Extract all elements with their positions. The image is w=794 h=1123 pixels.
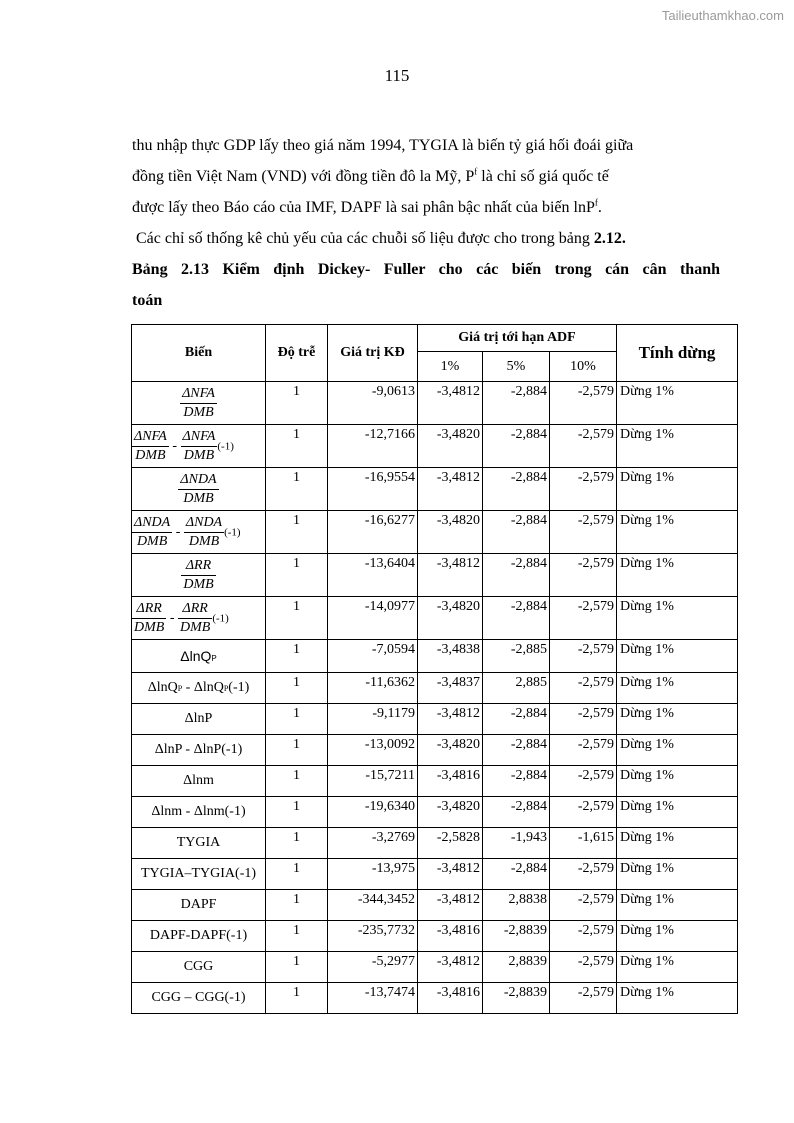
- table-row: [132, 921, 738, 952]
- stat-cell: -15,7211: [328, 766, 418, 797]
- stat-cell: -5,2977: [328, 952, 418, 983]
- stat-cell: -344,3452: [328, 890, 418, 921]
- crit10-cell: -2,579: [550, 766, 617, 797]
- crit1-cell: -3,4812: [418, 952, 483, 983]
- var-delta-rr: $\frac{\text{ΔRR}}{\text{DMB}}$: [132, 554, 266, 597]
- lag-cell: 1: [266, 983, 328, 1014]
- table-row: [132, 952, 738, 983]
- result-cell: Dừng 1%: [617, 735, 738, 766]
- stat-cell: -3,2769: [328, 828, 418, 859]
- crit1-cell: -3,4820: [418, 735, 483, 766]
- lag-cell: 1: [266, 511, 328, 554]
- lag-cell: 1: [266, 890, 328, 921]
- header-stat: Giá trị KĐ: [328, 325, 418, 382]
- var-lnm: Δlnm: [132, 766, 266, 797]
- stat-cell: -12,7166: [328, 425, 418, 468]
- lag-cell: 1: [266, 828, 328, 859]
- adf-table: [131, 324, 738, 1014]
- paragraph-line: Các chỉ số thống kê chủ yếu của các chuỗi số liệu được cho trong bảng 2.12.: [136, 230, 626, 247]
- table-caption: Bảng 2.13 Kiểm định Dickey- Fuller cho các biến trong cán cân thanh: [132, 261, 720, 278]
- crit5-cell: -2,8839: [483, 983, 550, 1014]
- stat-cell: -9,0613: [328, 382, 418, 425]
- table-row: [132, 640, 738, 673]
- result-cell: Dừng 1%: [617, 597, 738, 640]
- result-cell: Dừng 1%: [617, 983, 738, 1014]
- result-cell: Dừng 1%: [617, 382, 738, 425]
- crit5-cell: -2,884: [483, 511, 550, 554]
- result-cell: Dừng 1%: [617, 859, 738, 890]
- table-row: [132, 797, 738, 828]
- crit10-cell: -2,579: [550, 735, 617, 766]
- stat-cell: -14,0977: [328, 597, 418, 640]
- crit10-cell: -2,579: [550, 382, 617, 425]
- var-lnqp: ΔlnQP: [132, 640, 266, 673]
- var-delta-nda-diff: $\frac{\text{ΔNDA}}{\text{DMB}}$ - $\frac{\text{ΔNDA}}{\text{DMB}}$ (-1): [132, 511, 266, 554]
- stat-cell: -16,9554: [328, 468, 418, 511]
- crit10-cell: -2,579: [550, 597, 617, 640]
- crit10-cell: -2,579: [550, 425, 617, 468]
- crit10-cell: -2,579: [550, 673, 617, 704]
- crit5-cell: 2,8839: [483, 952, 550, 983]
- var-delta-nda: $\frac{\text{ΔNDA}}{\text{DMB}}$: [132, 468, 266, 511]
- crit5-cell: 2,885: [483, 673, 550, 704]
- var-dapf-diff: DAPF-DAPF(-1): [132, 921, 266, 952]
- stat-cell: -19,6340: [328, 797, 418, 828]
- lag-cell: 1: [266, 468, 328, 511]
- crit5-cell: 2,8838: [483, 890, 550, 921]
- body-text: [132, 130, 720, 316]
- table-row: [132, 673, 738, 704]
- result-cell: Dừng 1%: [617, 890, 738, 921]
- result-cell: Dừng 1%: [617, 828, 738, 859]
- var-lnqp-diff: ΔlnQP - ΔlnQP(-1): [132, 673, 266, 704]
- crit1-cell: -3,4820: [418, 597, 483, 640]
- table-row: [132, 983, 738, 1014]
- crit5-cell: -2,884: [483, 597, 550, 640]
- paragraph-line: được lấy theo Báo cáo của IMF, DAPF là sai phân bậc nhất của biến lnP$^f$.: [132, 197, 602, 216]
- result-cell: Dừng 1%: [617, 704, 738, 735]
- header-10pct: 10%: [550, 352, 617, 382]
- crit1-cell: -3,4820: [418, 425, 483, 468]
- watermark: Tailieuthamkhao.com: [661, 8, 784, 23]
- lag-cell: 1: [266, 704, 328, 735]
- crit1-cell: -3,4838: [418, 640, 483, 673]
- lag-cell: 1: [266, 597, 328, 640]
- table-row: [132, 859, 738, 890]
- table-row: [132, 704, 738, 735]
- paragraph-line: đồng tiền Việt Nam (VND) với đồng tiền đô la Mỹ, $P^f$ là chỉ số giá quốc tế: [132, 166, 609, 185]
- table-row: [132, 890, 738, 921]
- var-lnm-diff: Δlnm - Δlnm(-1): [132, 797, 266, 828]
- crit10-cell: -2,579: [550, 983, 617, 1014]
- lag-cell: 1: [266, 797, 328, 828]
- stat-cell: -11,6362: [328, 673, 418, 704]
- crit5-cell: -2,884: [483, 766, 550, 797]
- var-lnp: ΔlnP: [132, 704, 266, 735]
- var-tygia-diff: TYGIA–TYGIA(-1): [132, 859, 266, 890]
- result-cell: Dừng 1%: [617, 468, 738, 511]
- page-number: 115: [384, 66, 410, 85]
- crit10-cell: -2,579: [550, 511, 617, 554]
- crit1-cell: -3,4812: [418, 890, 483, 921]
- var-tygia: TYGIA: [132, 828, 266, 859]
- lag-cell: 1: [266, 921, 328, 952]
- crit5-cell: -2,884: [483, 859, 550, 890]
- crit5-cell: -1,943: [483, 828, 550, 859]
- lag-cell: 1: [266, 766, 328, 797]
- crit1-cell: -3,4820: [418, 511, 483, 554]
- crit5-cell: -2,884: [483, 425, 550, 468]
- crit5-cell: -2,8839: [483, 921, 550, 952]
- crit10-cell: -2,579: [550, 859, 617, 890]
- header-row: [132, 325, 738, 352]
- table-row: [132, 766, 738, 797]
- var-delta-rr-diff: $\frac{\text{ΔRR}}{\text{DMB}}$ - $\frac{\text{ΔRR}}{\text{DMB}}$ (-1): [132, 597, 266, 640]
- crit5-cell: -2,884: [483, 704, 550, 735]
- crit10-cell: -2,579: [550, 921, 617, 952]
- table-row: [132, 382, 738, 425]
- crit10-cell: -2,579: [550, 952, 617, 983]
- header-lag: Độ trễ: [266, 325, 328, 382]
- crit10-cell: -2,579: [550, 468, 617, 511]
- var-cgg-diff: CGG – CGG(-1): [132, 983, 266, 1014]
- result-cell: Dừng 1%: [617, 952, 738, 983]
- lag-cell: 1: [266, 554, 328, 597]
- paragraph-line: thu nhập thực GDP lấy theo giá năm 1994, TYGIA là biến tỷ giá hối đoái giữa: [132, 137, 634, 154]
- crit1-cell: -3,4812: [418, 859, 483, 890]
- crit5-cell: -2,884: [483, 468, 550, 511]
- crit1-cell: -3,4812: [418, 468, 483, 511]
- crit1-cell: -3,4812: [418, 704, 483, 735]
- table-row: [132, 554, 738, 597]
- crit1-cell: -3,4820: [418, 797, 483, 828]
- stat-cell: -13,975: [328, 859, 418, 890]
- crit10-cell: -2,579: [550, 640, 617, 673]
- header-critical: Giá trị tới hạn ADF: [418, 325, 617, 352]
- crit1-cell: -3,4812: [418, 554, 483, 597]
- result-cell: Dừng 1%: [617, 554, 738, 597]
- crit1-cell: -3,4816: [418, 766, 483, 797]
- crit5-cell: -2,885: [483, 640, 550, 673]
- var-dapf: DAPF: [132, 890, 266, 921]
- stat-cell: -9,1179: [328, 704, 418, 735]
- lag-cell: 1: [266, 640, 328, 673]
- header-variable: Biến: [132, 325, 266, 382]
- result-cell: Dừng 1%: [617, 425, 738, 468]
- lag-cell: 1: [266, 673, 328, 704]
- table-row: [132, 828, 738, 859]
- header-5pct: 5%: [483, 352, 550, 382]
- crit5-cell: -2,884: [483, 735, 550, 766]
- crit1-cell: -3,4812: [418, 382, 483, 425]
- result-cell: Dừng 1%: [617, 511, 738, 554]
- crit10-cell: -2,579: [550, 704, 617, 735]
- crit10-cell: -2,579: [550, 797, 617, 828]
- var-lnp-diff: ΔlnP - ΔlnP(-1): [132, 735, 266, 766]
- table-row: [132, 735, 738, 766]
- var-cgg: CGG: [132, 952, 266, 983]
- header-stationarity: Tính dừng: [617, 325, 738, 382]
- lag-cell: 1: [266, 425, 328, 468]
- var-delta-nfa: $\frac{\text{ΔNFA}}{\text{DMB}}$: [132, 382, 266, 425]
- stat-cell: -235,7732: [328, 921, 418, 952]
- lag-cell: 1: [266, 952, 328, 983]
- crit5-cell: -2,884: [483, 797, 550, 828]
- stat-cell: -13,7474: [328, 983, 418, 1014]
- table-row: [132, 468, 738, 511]
- crit5-cell: -2,884: [483, 382, 550, 425]
- crit1-cell: -3,4837: [418, 673, 483, 704]
- result-cell: Dừng 1%: [617, 766, 738, 797]
- lag-cell: 1: [266, 382, 328, 425]
- crit10-cell: -1,615: [550, 828, 617, 859]
- crit10-cell: -2,579: [550, 554, 617, 597]
- stat-cell: -7,0594: [328, 640, 418, 673]
- crit5-cell: -2,884: [483, 554, 550, 597]
- crit1-cell: -2,5828: [418, 828, 483, 859]
- header-1pct: 1%: [418, 352, 483, 382]
- crit10-cell: -2,579: [550, 890, 617, 921]
- result-cell: Dừng 1%: [617, 640, 738, 673]
- result-cell: Dừng 1%: [617, 673, 738, 704]
- crit1-cell: -3,4816: [418, 983, 483, 1014]
- lag-cell: 1: [266, 859, 328, 890]
- table-row: [132, 425, 738, 468]
- result-cell: Dừng 1%: [617, 797, 738, 828]
- var-delta-nfa-diff: $\frac{\text{ΔNFA}}{\text{DMB}}$ - $\frac{\text{ΔNFA}}{\text{DMB}}$ (-1): [132, 425, 266, 468]
- table-caption-cont: toán: [132, 292, 163, 309]
- crit1-cell: -3,4816: [418, 921, 483, 952]
- stat-cell: -13,6404: [328, 554, 418, 597]
- result-cell: Dừng 1%: [617, 921, 738, 952]
- lag-cell: 1: [266, 735, 328, 766]
- stat-cell: -16,6277: [328, 511, 418, 554]
- table-row: [132, 511, 738, 554]
- stat-cell: -13,0092: [328, 735, 418, 766]
- table-row: [132, 597, 738, 640]
